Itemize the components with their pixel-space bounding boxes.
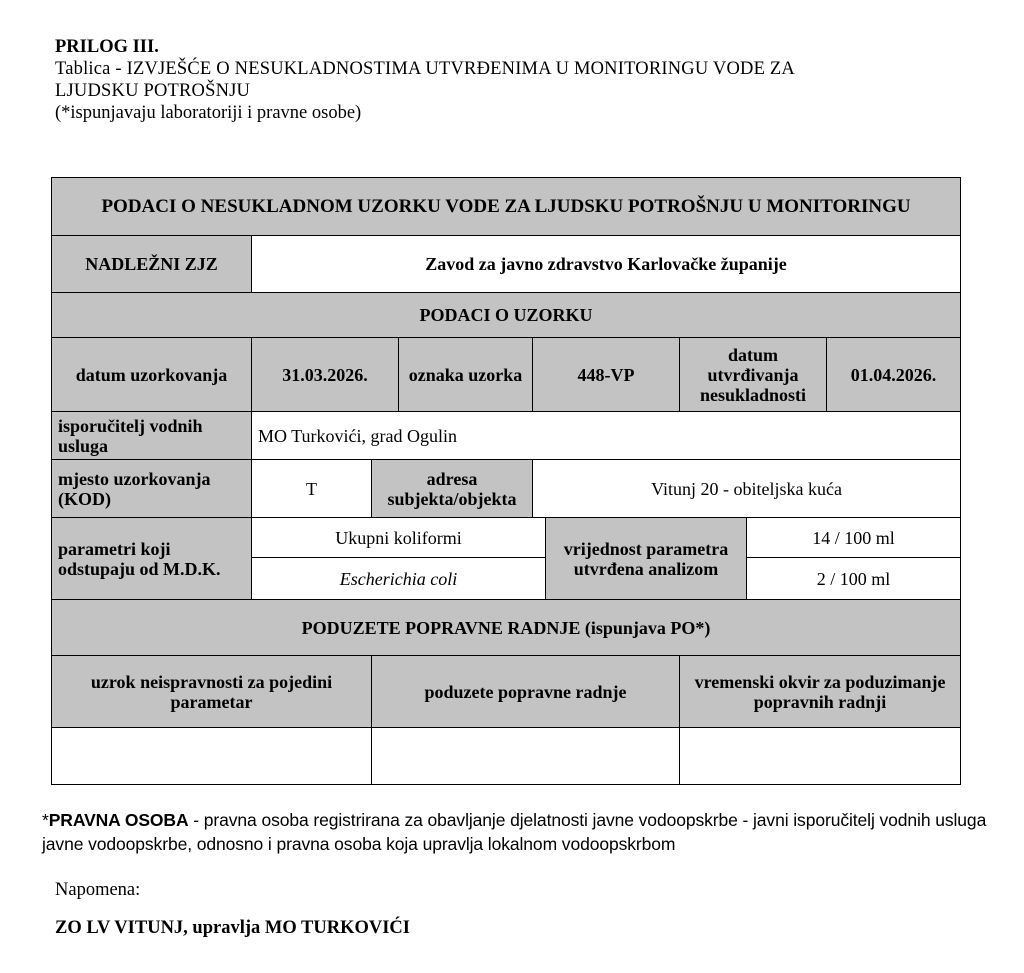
address-label: adresa subjekta/objekta — [372, 460, 533, 518]
nonconformity-form-table — [51, 177, 961, 785]
cause-column-header: uzrok neispravnosti za pojedini parametar — [52, 656, 372, 728]
actions-cell[interactable] — [372, 728, 680, 785]
table-title-line1: Tablica - IZVJEŠĆE O NESUKLADNOSTIMA UTVRĐENIMA U MONITORINGU VODE ZA — [55, 59, 795, 79]
footnote-star: * — [42, 810, 49, 830]
zjz-label: NADLEŽNI ZJZ — [52, 236, 252, 293]
cause-cell[interactable] — [52, 728, 372, 785]
sampling-place-label: mjesto uzorkovanja (KOD) — [52, 460, 252, 518]
footnote-term: PRAVNA OSOBA — [48, 810, 189, 830]
legal-entity-footnote — [42, 808, 992, 856]
table-subtitle: (*ispunjavaju laboratoriji i pravne osobe) — [55, 103, 362, 123]
timeframe-column-header: vremenski okvir za poduzimanje popravnih radnji — [680, 656, 961, 728]
sample-section-header: PODACI O UZORKU — [52, 293, 961, 338]
sample-mark-value: 448-VP — [533, 338, 680, 412]
note-text: ZO LV VITUNJ, upravlja MO TURKOVIĆI — [55, 918, 410, 938]
sampling-date-label: datum uzorkovanja — [52, 338, 252, 412]
parameter-value-1: 14 / 100 ml — [747, 518, 961, 558]
supplier-label: isporučitelj vodnih usluga — [52, 412, 252, 460]
footnote-text: - pravna osoba registrirana za obavljanje djelatnosti javne vodoopskrbe - javni isporučitelj vodnih usluga javne vodoopskrbe, odnosno i pravna osoba koja upravlja lokalnom vodoopskrbom — [42, 810, 987, 854]
table-title-line2: LJUDSKU POTROŠNJU — [55, 81, 251, 101]
nonconformity-date-value: 01.04.2026. — [827, 338, 961, 412]
nonconformity-date-label: datum utvrđivanja nesukladnosti — [680, 338, 827, 412]
sampling-place-value: T — [252, 460, 372, 518]
note-label: Napomena: — [55, 880, 141, 900]
parameter-2: Escherichia coli — [252, 558, 546, 600]
actions-section-header: PODUZETE POPRAVNE RADNJE (ispunjava PO*) — [52, 600, 961, 656]
timeframe-cell[interactable] — [680, 728, 961, 785]
parameter-value-label: vrijednost parametra utvrđena analizom — [546, 518, 747, 600]
actions-column-header: poduzete popravne radnje — [372, 656, 680, 728]
document-header — [55, 36, 935, 124]
parameter-value-2: 2 / 100 ml — [747, 558, 961, 600]
parameter-1: Ukupni koliformi — [252, 518, 546, 558]
sampling-date-value: 31.03.2026. — [252, 338, 399, 412]
zjz-value: Zavod za javno zdravstvo Karlovačke županije — [252, 236, 961, 293]
parameters-label: parametri koji odstupaju od M.D.K. — [52, 518, 252, 600]
supplier-value: MO Turkovići, grad Ogulin — [252, 412, 961, 460]
form-main-title: PODACI O NESUKLADNOM UZORKU VODE ZA LJUDSKU POTROŠNJU U MONITORINGU — [52, 178, 961, 236]
sample-mark-label: oznaka uzorka — [399, 338, 533, 412]
annex-title: PRILOG III. — [55, 37, 159, 57]
address-value: Vitunj 20 - obiteljska kuća — [533, 460, 961, 518]
